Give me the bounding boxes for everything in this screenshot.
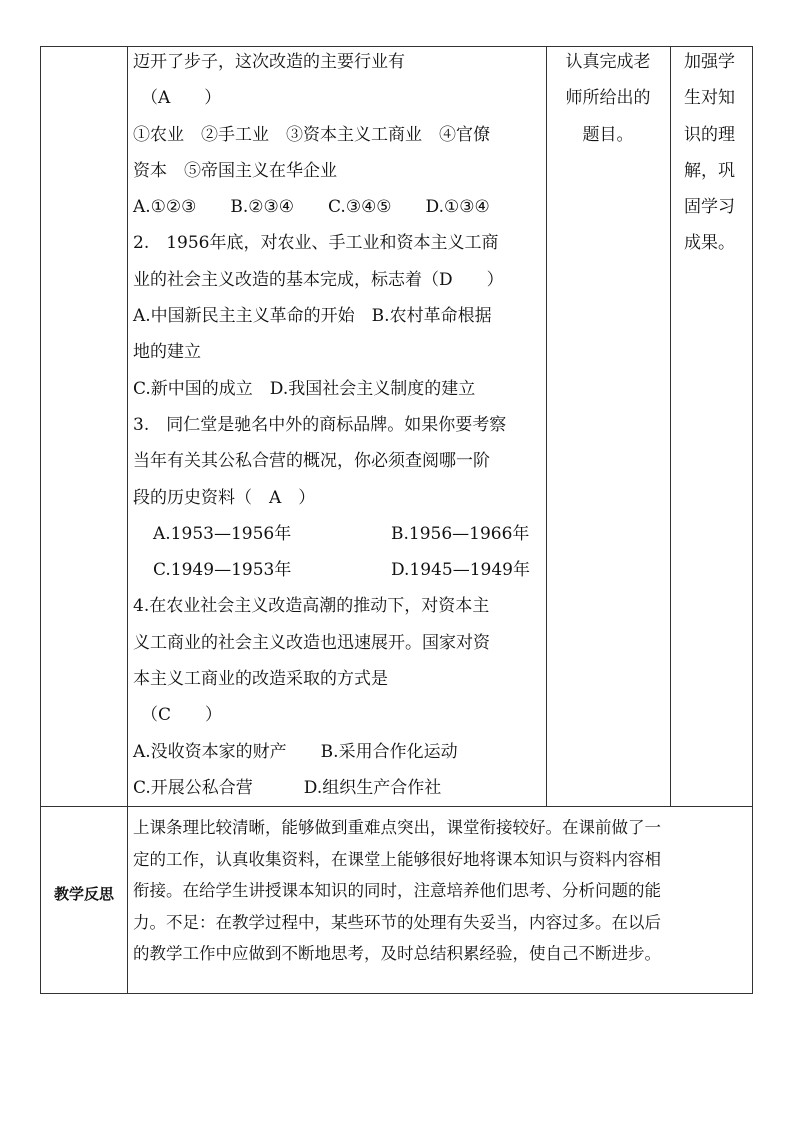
options-line: A.没收资本家的财产 B.采用合作化运动 (133, 741, 458, 762)
reflection-line: 定的工作，认真收集资料，在课堂上能够很好地将课本知识与资料内容相 (133, 849, 661, 869)
option-b: B.1956—1966年 (391, 523, 530, 544)
question-line: 资本 ⑤帝国主义在华企业 (133, 160, 337, 181)
reflection-label: 教学反思 (53, 885, 114, 903)
options-line (133, 552, 545, 588)
activity-line: 认真完成老 (565, 52, 651, 72)
intent-line: 生对知 (684, 88, 735, 109)
intent-line: 识的理 (684, 124, 735, 145)
intent-line: 解，巩 (684, 160, 735, 181)
question-line: 业的社会主义改造的基本完成，标志着（D ） (133, 269, 504, 290)
question-line: 4.在农业社会主义改造高潮的推动下，对资本主 (133, 596, 490, 617)
questions-cell (133, 44, 545, 806)
options-line: A.中国新民主主义革命的开始 B.农村革命根据 (133, 306, 492, 327)
reflection-text (133, 812, 751, 970)
reflection-line: 上课条理比较清晰，能够做到重难点突出，课堂衔接较好。在课前做了一 (133, 818, 661, 837)
design-intent-cell (676, 44, 746, 262)
intent-line: 成果。 (684, 233, 735, 254)
intent-line: 固学习 (684, 197, 735, 218)
option-a: A.1953—1956年 (153, 523, 292, 544)
options-line: 地的建立 (133, 342, 201, 363)
reflection-line: 的教学工作中应做到不断地思考，及时总结积累经验，使自己不断进步。 (133, 944, 661, 964)
options-line: C.新中国的成立 D.我国社会主义制度的建立 (133, 378, 476, 399)
question-line: 2. 1956年底，对农业、手工业和资本主义工商 (133, 233, 499, 254)
question-line: 迈开了步子，这次改造的主要行业有 (133, 52, 405, 72)
reflection-line: 力。不足：在教学过程中，某些环节的处理有失妥当，内容过多。在以后 (133, 912, 661, 932)
question-line: 本主义工商业的改造采取的方式是 (133, 669, 388, 690)
question-line: ①农业 ②手工业 ③资本主义工商业 ④官僚 (133, 124, 490, 145)
activity-line: 题目。 (582, 124, 634, 145)
options-line: A.①②③ B.②③④ C.③④⑤ D.①③④ (133, 197, 490, 218)
question-line: 段的历史资料（ A ） (133, 487, 316, 508)
reflection-line: 衔接。在给学生讲授课本知识的同时，注意培养他们思考、分析问题的能 (133, 881, 661, 901)
options-line: C.开展公私合营 D.组织生产合作社 (133, 777, 442, 798)
question-line: 3. 同仁堂是驰名中外的商标品牌。如果你要考察 (133, 414, 507, 435)
intent-line: 加强学 (684, 52, 735, 72)
column-divider-3 (670, 46, 671, 807)
question-line: 义工商业的社会主义改造也迅速展开。国家对资 (133, 632, 490, 653)
question-line: 当年有关其公私合营的概况，你必须查阅哪一阶 (133, 451, 490, 472)
column-divider-2 (546, 46, 547, 807)
answer-line: （A ） (141, 88, 222, 109)
option-d: D.1945—1949年 (391, 560, 530, 581)
column-divider-1 (127, 46, 128, 994)
activity-line: 师所给出的 (565, 88, 651, 109)
answer-line: （C ） (141, 705, 223, 726)
options-line (133, 516, 545, 552)
student-activity-cell (548, 44, 668, 153)
option-c: C.1949—1953年 (153, 560, 292, 581)
